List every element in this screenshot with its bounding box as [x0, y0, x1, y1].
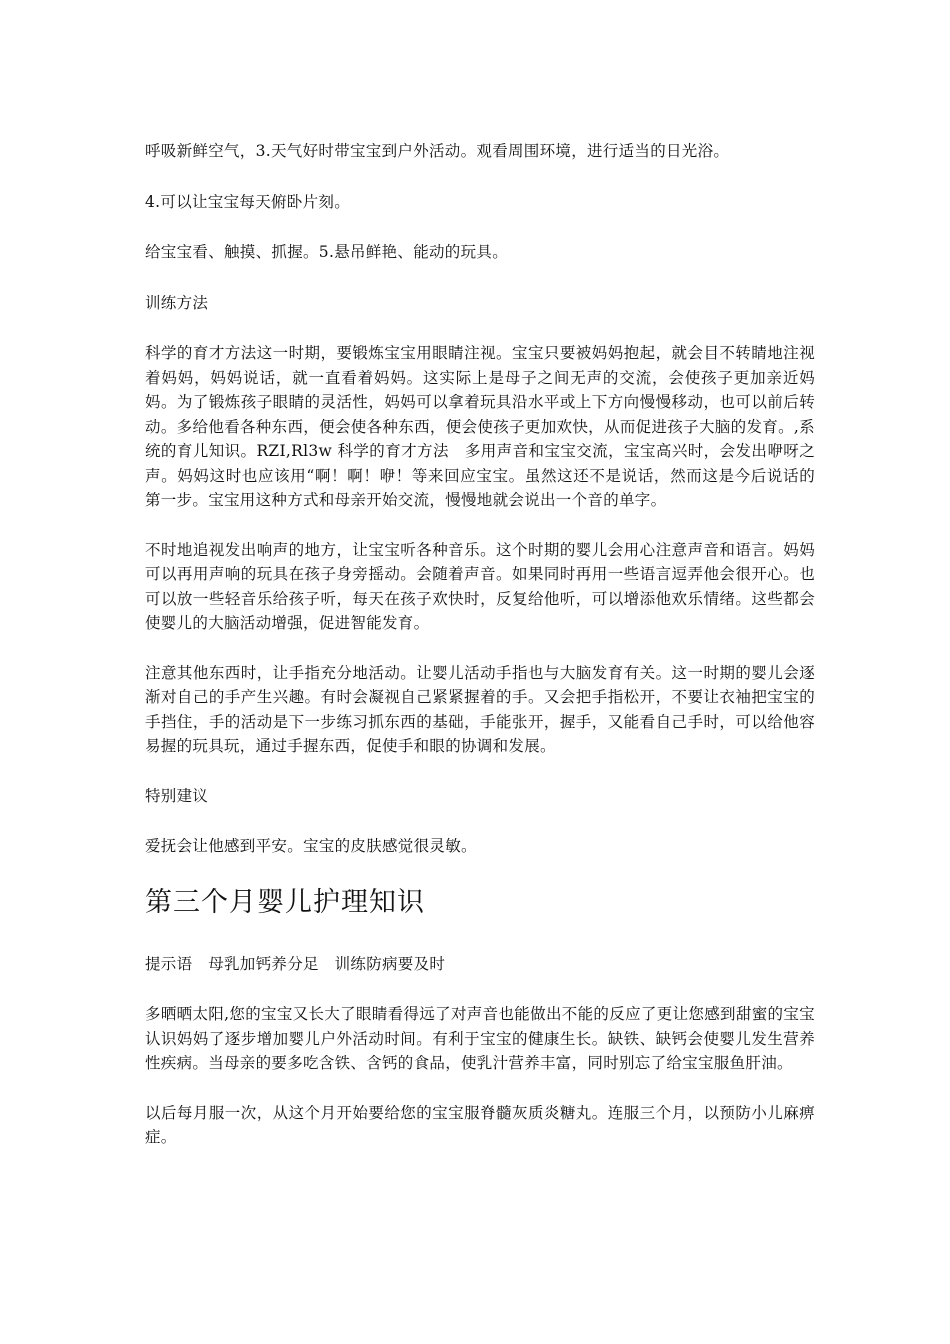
paragraph-eye-training: 科学的育才方法这一时期，要锻炼宝宝用眼睛注视。宝宝只要被妈妈抱起，就会目不转睛地注视着妈妈，妈妈说话，就一直看着妈妈。这实际上是母子之间无声的交流，会使孩子更加亲近妈妈。为了锻炼孩子眼睛的灵活性，妈妈可以拿着玩具沿水平或上下方向慢慢移动，也可以前后转动。多给他看各种东西，便会使各种东西，便会使孩子更加欢快，从而促进孩子大脑的发育。,系统的育儿知识。RZI,Rl3w 科学的育才方法 多用声音和宝宝交流，宝宝高兴时，会发出咿呀之声。妈妈这时也应该用“啊！啊！咿！等来回应宝宝。虽然这还不是说话，然而这是今后说话的第一步。宝宝用这种方式和母亲开始交流，慢慢地就会说出一个音的单字。 [145, 344, 815, 509]
section-label-training: 训练方法 [145, 293, 209, 312]
paragraph-toys: 给宝宝看、触摸、抓握。5.悬吊鲜艳、能动的玩具。 [145, 243, 508, 261]
paragraph-sunshine: 多晒晒太阳,您的宝宝又长大了眼睛看得远了对声音也能做出不能的反应了更让您感到甜蜜的宝宝认识妈妈了逐步增加婴儿户外活动时间。有利于宝宝的健康生长。缺铁、缺钙会使婴儿发生营养性疾病。当母亲的要多吃含铁、含钙的食品，使乳汁营养丰富，同时别忘了给宝宝服鱼肝油。 [145, 1005, 815, 1072]
paragraph-hand-training: 注意其他东西时，让手指充分地活动。让婴儿活动手指也与大脑发育有关。这一时期的婴儿会逐渐对自己的手产生兴趣。有时会凝视自己紧紧握着的手。又会把手指松开，不要让衣袖把宝宝的手挡住，手的活动是下一步练习抓东西的基础，手能张开，握手，又能看自己手时，可以给他容易握的玩具玩，通过手握东西，促使手和眼的协调和发展。 [145, 663, 815, 755]
paragraph-fresh-air: 呼吸新鲜空气，3.天气好时带宝宝到户外活动。观看周围环境，进行适当的日光浴。 [145, 142, 730, 160]
section-label-advice: 特别建议 [145, 786, 209, 805]
section-heading: 第三个月婴儿护理知识 [145, 886, 425, 918]
paragraph-tip: 提示语 母乳加钙养分足 训练防病要及时 [145, 954, 446, 973]
paragraph-prone: 4.可以让宝宝每天俯卧片刻。 [145, 192, 350, 211]
document-page [145, 139, 815, 1175]
paragraph-polio: 以后每月服一次，从这个月开始要给您的宝宝服脊髓灰质炎糖丸。连服三个月，以预防小儿麻痹症。 [145, 1103, 815, 1146]
paragraph-caress: 爱抚会让他感到平安。宝宝的皮肤感觉很灵敏。 [145, 837, 477, 855]
paragraph-sound-training: 不时地追视发出响声的地方，让宝宝听各种音乐。这个时期的婴儿会用心注意声音和语言。妈妈可以再用声响的玩具在孩子身旁摇动。会随着声音。如果同时再用一些语言逗弄他会很开心。也可以放一些轻音乐给孩子听，每天在孩子欢快时，反复给他听，可以增添他欢乐情绪。这些都会使婴儿的大脑活动增强，促进智能发育。 [145, 540, 815, 632]
